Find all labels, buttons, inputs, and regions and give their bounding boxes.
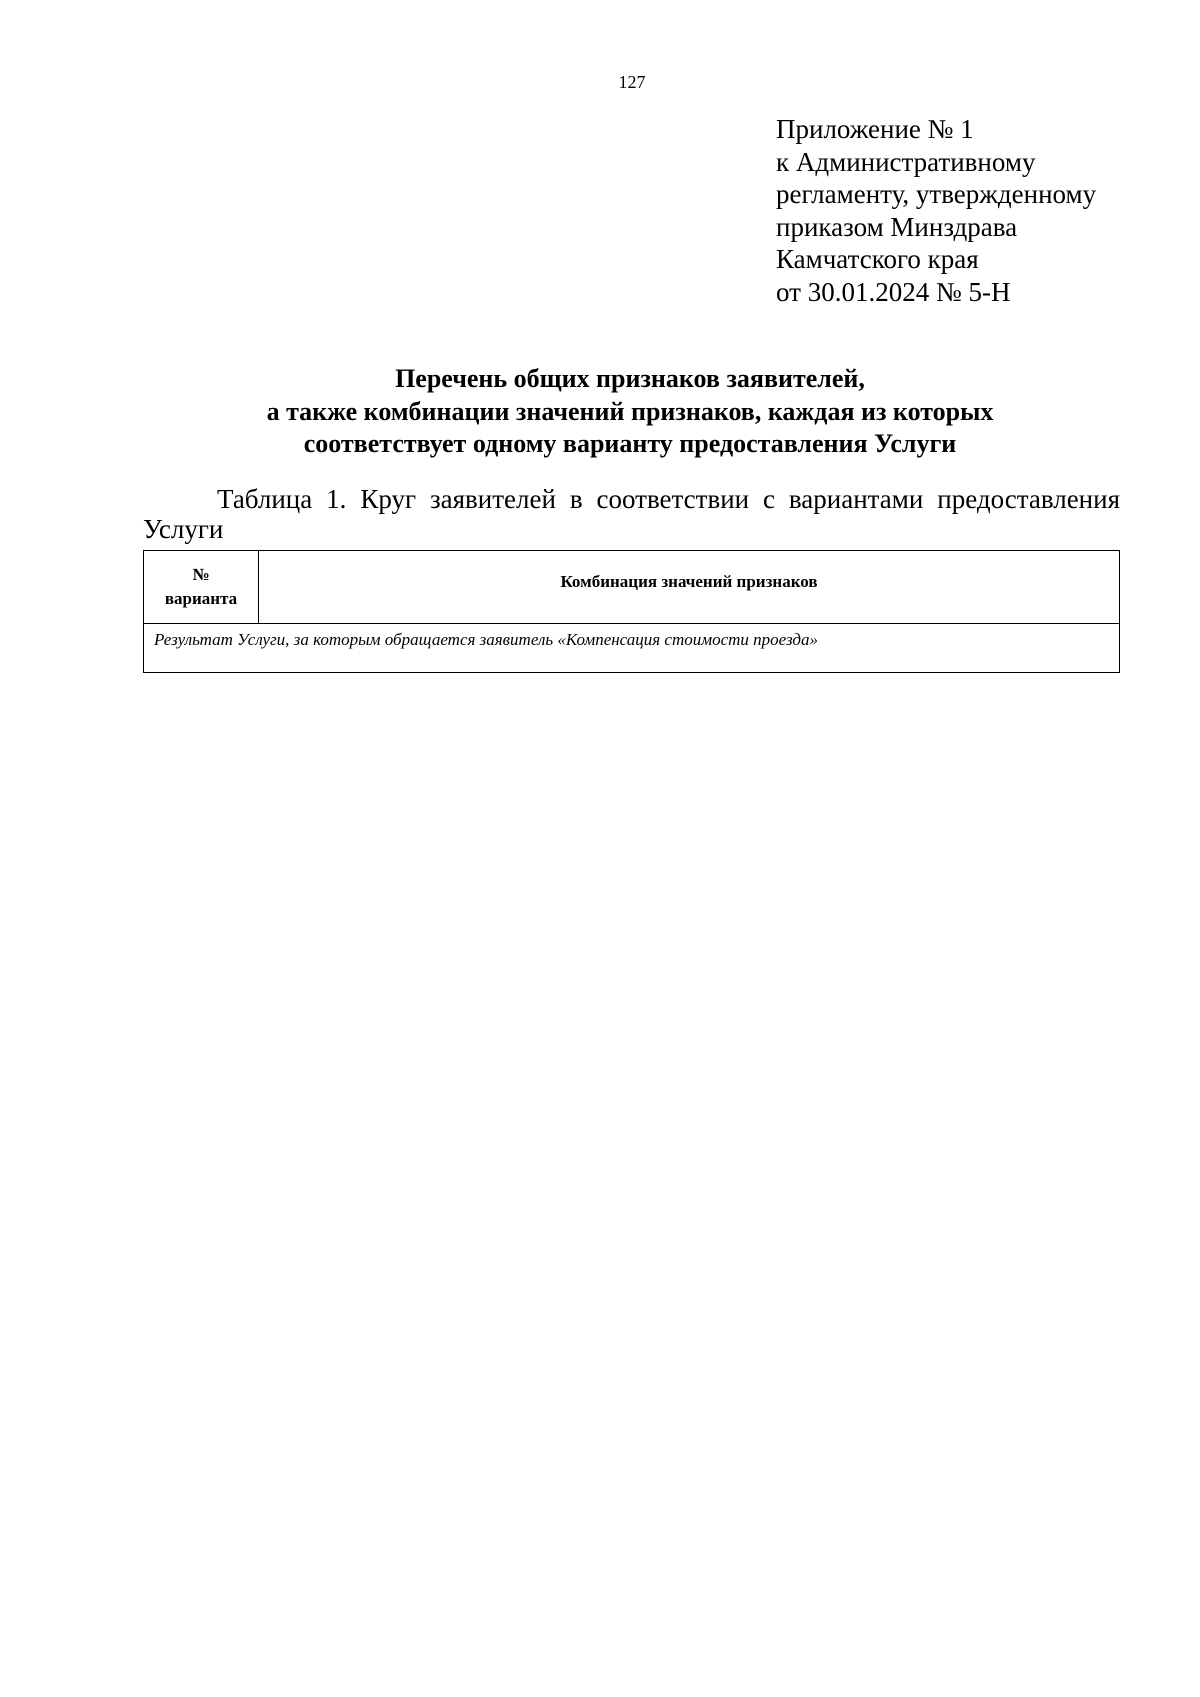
variant-number-header: [144, 551, 259, 624]
appendix-block: [776, 113, 1186, 308]
page-number: 127: [618, 72, 646, 92]
variant-number-header-line: варианта: [164, 589, 238, 608]
title-line: Перечень общих признаков заявителей,: [395, 364, 865, 393]
features-table: [143, 550, 1120, 673]
table-header-row: [144, 551, 1120, 624]
table-caption: Таблица 1. Круг заявителей в соответствии с вариантами предоставления Услуги: [143, 484, 1120, 544]
appendix-line: Камчатского края: [776, 244, 979, 274]
appendix-line: к Административному: [776, 146, 1036, 177]
title-line: а также комбинации значений признаков, каждая из которых: [266, 396, 994, 426]
appendix-line: от 30.01.2024 № 5-Н: [776, 276, 1011, 307]
title-line: соответствует одному варианту предоставления Услуги: [303, 429, 957, 458]
table-row: [144, 624, 1120, 673]
combination-header: Комбинация значений признаков: [259, 551, 1120, 624]
result-group-cell: Результат Услуги, за которым обращается заявитель «Компенсация стоимости проезда»: [144, 624, 1120, 673]
appendix-line: регламенту, утвержденному: [776, 179, 1097, 209]
document-title: [140, 363, 1120, 461]
variant-number-header-line: №: [192, 565, 210, 584]
appendix-line: приказом Минздрава: [776, 211, 1018, 242]
appendix-line: Приложение № 1: [776, 114, 974, 144]
features-table-wrapper: [143, 550, 1120, 673]
